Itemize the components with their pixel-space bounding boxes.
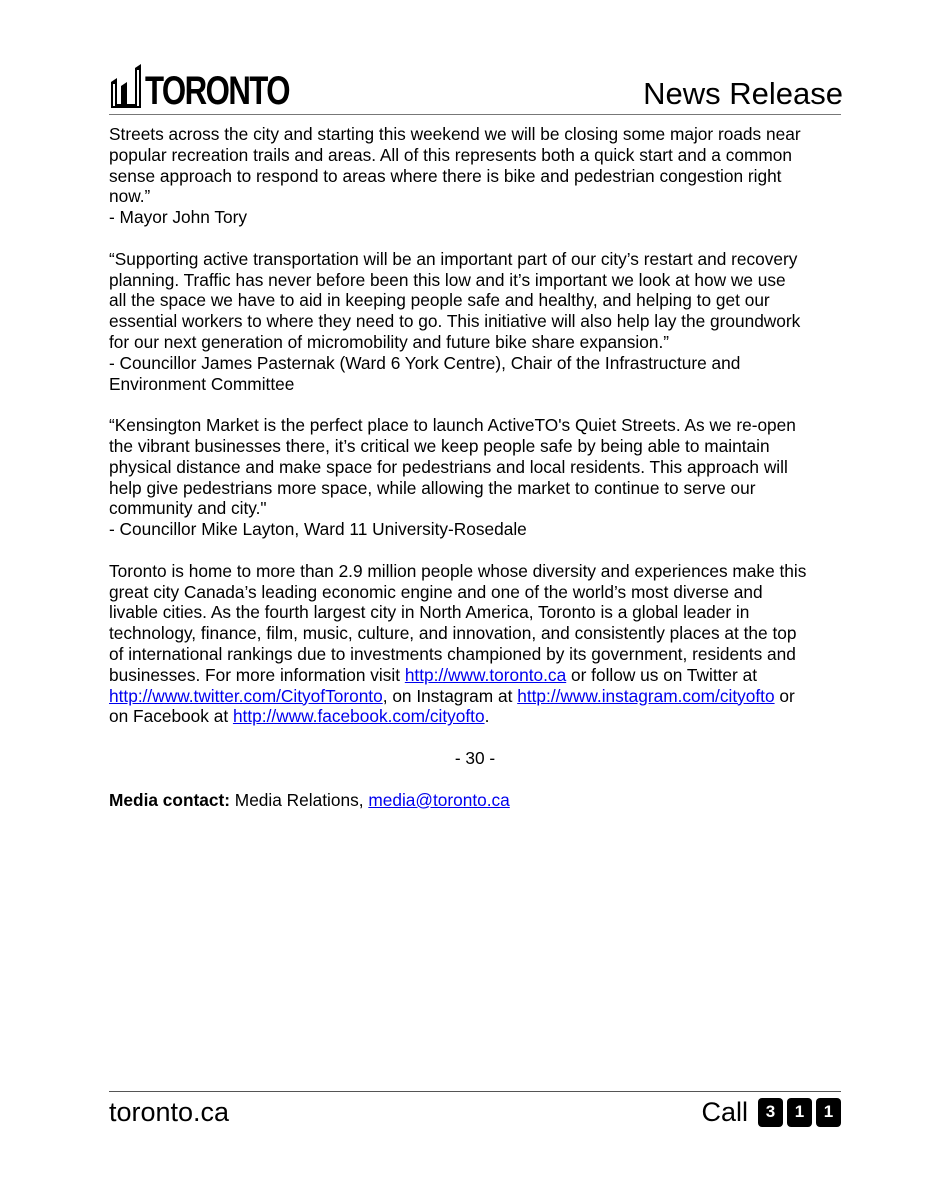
text-line (109, 686, 849, 707)
key-1: 1 (787, 1098, 812, 1127)
text: or (774, 685, 795, 706)
quote-pasternak (109, 249, 849, 395)
text-line: now.” (109, 186, 151, 207)
key-3: 3 (758, 1098, 783, 1127)
attribution: - Mayor John Tory (109, 207, 247, 228)
attribution: - Councillor James Pasternak (Ward 6 York Centre), Chair of the Infrastructure and (109, 352, 741, 373)
text-line: technology, finance, film, music, culture, and innovation, and consistently places at the top (109, 623, 797, 644)
call-311 (701, 1096, 841, 1128)
text: businesses. For more information visit (109, 664, 405, 685)
header-divider (109, 114, 841, 115)
media-contact (109, 790, 849, 811)
quote-layton (109, 415, 849, 540)
text-line: help give pedestrians more space, while allowing the market to continue to serve our (109, 477, 756, 498)
text-line: of international rankings due to investments championed by its government, residents and (109, 643, 796, 664)
about-toronto (109, 561, 849, 727)
text-line: great city Canada’s leading economic engine and one of the world’s most diverse and (109, 581, 763, 602)
text-line: Streets across the city and starting this weekend we will be closing some major roads near (109, 124, 801, 144)
release-body (109, 124, 849, 810)
toronto-site-link[interactable]: http://www.toronto.ca (404, 664, 567, 685)
end-mark: - 30 - (454, 747, 496, 768)
text: , on Instagram at (382, 685, 518, 706)
contact-label: Media contact: (109, 789, 230, 810)
media-email-link[interactable]: media@toronto.ca (368, 789, 510, 810)
text-line: “Supporting active transportation will be an important part of our city’s restart and recovery (109, 248, 798, 269)
call-label: Call (701, 1097, 748, 1127)
text-line (109, 706, 849, 727)
page-title: News Release (643, 76, 843, 111)
text-line: for our next generation of micromobility and future bike share expansion.” (109, 331, 670, 352)
key-1: 1 (816, 1098, 841, 1127)
facebook-link[interactable]: http://www.facebook.com/cityofto (232, 706, 485, 727)
attribution: - Councillor Mike Layton, Ward 11 University-Rosedale (109, 519, 527, 540)
text: on Facebook at (109, 706, 233, 727)
logo-wordmark: TORONTO (145, 69, 289, 113)
instagram-link[interactable]: http://www.instagram.com/cityofto (517, 685, 775, 706)
text-line: community and city." (109, 498, 267, 519)
text-line: physical distance and make space for pedestrians and local residents. This approach will (109, 456, 788, 477)
text-line: popular recreation trails and areas. All of this represents both a quick start and a common (109, 144, 792, 165)
twitter-link[interactable]: http://www.twitter.com/CityofToronto (109, 685, 383, 706)
text-line: all the space we have to aid in keeping people safe and healthy, and helping to get our (109, 290, 770, 311)
toronto-logo (109, 62, 330, 113)
text-line: sense approach to respond to areas where there is bike and pedestrian congestion right (109, 165, 782, 186)
text-line: Toronto is home to more than 2.9 million people whose diversity and experiences make this (109, 560, 807, 581)
text-line: essential workers to where they need to go. This initiative will also help lay the groundwork (109, 311, 801, 332)
text: Media Relations, (230, 789, 369, 810)
attribution: Environment Committee (109, 373, 295, 394)
city-hall-icon (109, 64, 143, 108)
footer-url: toronto.ca (109, 1097, 230, 1127)
text-line: the vibrant businesses there, it’s critical we keep people safe by being able to maintain (109, 435, 770, 456)
text-line: planning. Traffic has never before been this low and it’s important we look at how we use (109, 269, 786, 290)
text-line: “Kensington Market is the perfect place to launch ActiveTO's Quiet Streets. As we re-open (109, 415, 796, 436)
footer-divider (109, 1091, 841, 1092)
quote-mayor (109, 124, 849, 228)
text-line (109, 665, 849, 686)
text: or follow us on Twitter at (566, 664, 758, 685)
text-line: livable cities. As the fourth largest city in North America, Toronto is a global leader in (109, 602, 750, 623)
text: . (484, 706, 490, 727)
